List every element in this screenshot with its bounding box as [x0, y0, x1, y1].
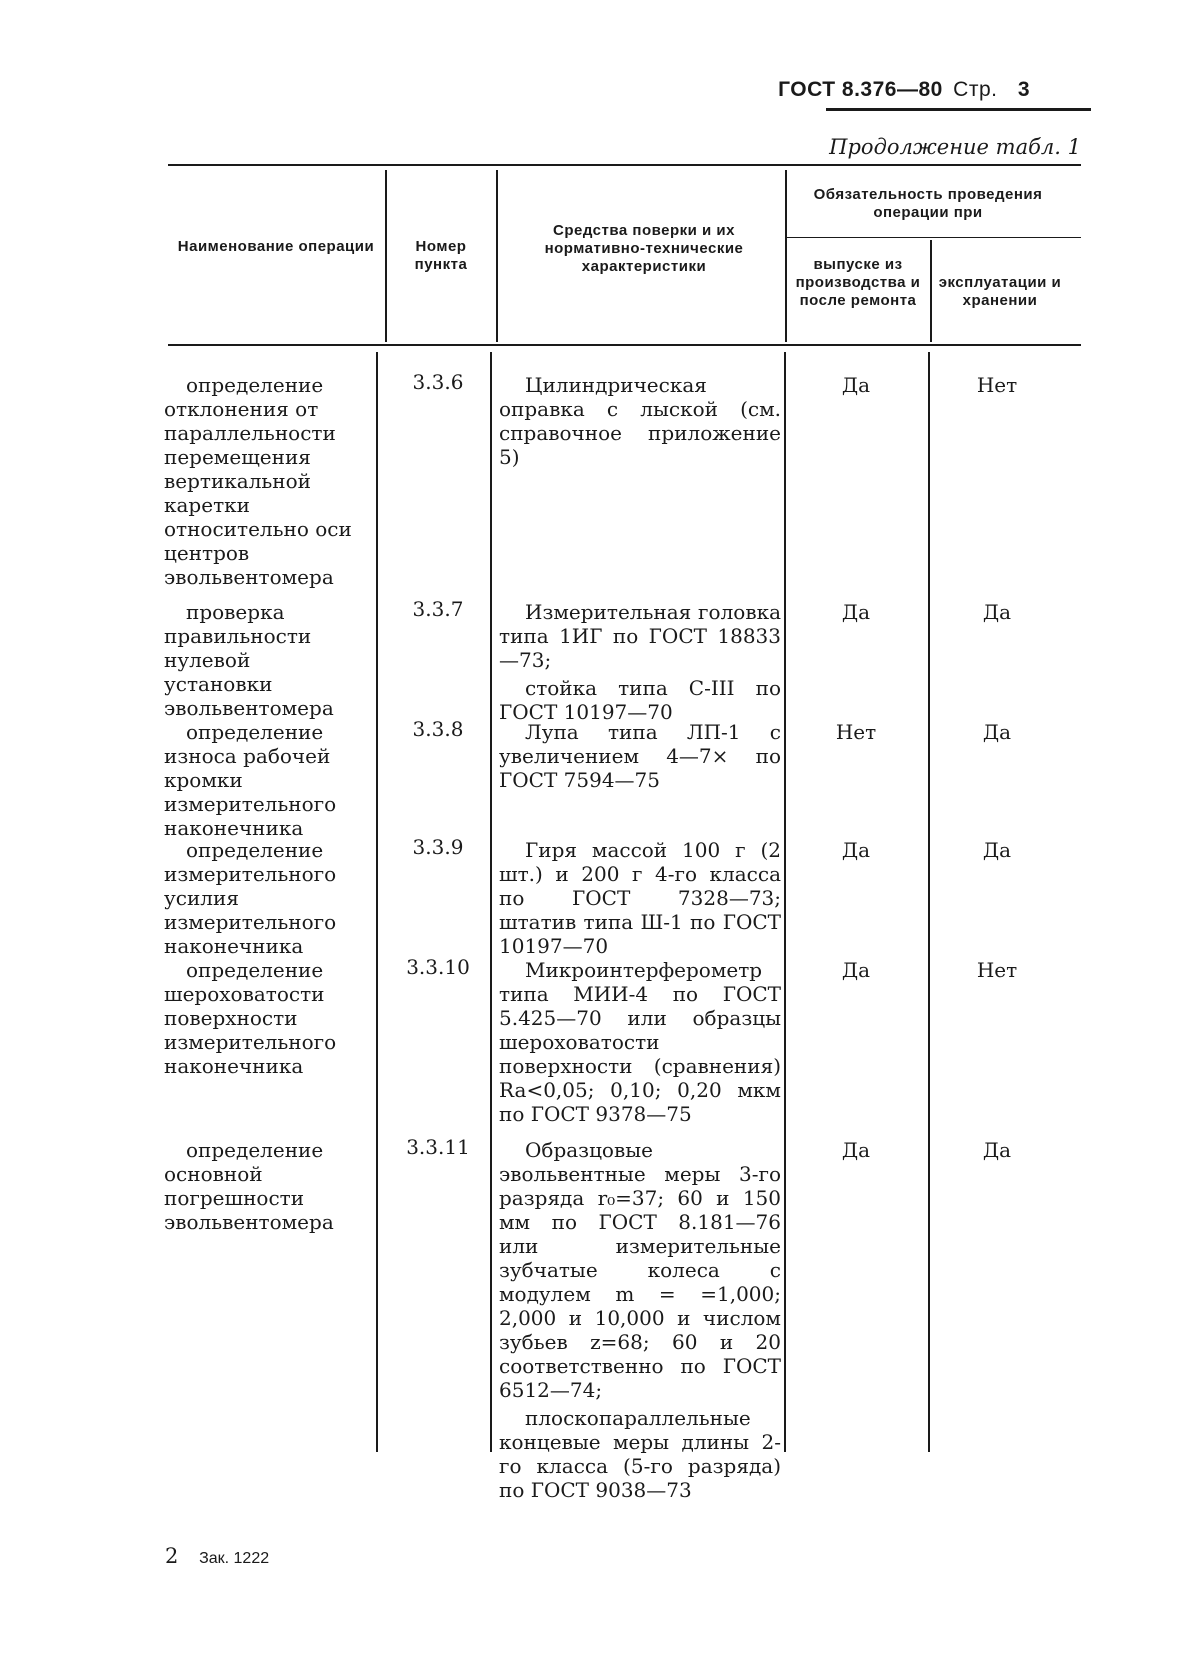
header-divider-4 — [930, 240, 932, 342]
header-bottom-border — [168, 344, 1081, 346]
table-row-release: Да — [841, 958, 871, 982]
header-divider-1 — [385, 170, 387, 342]
page-header — [778, 78, 1030, 102]
page-label: Стр. — [953, 78, 998, 101]
table-row-item: 3.3.10 — [406, 955, 470, 979]
table-row-operation: определение основной погрешности эвольвентомера — [164, 1138, 334, 1234]
header-operation-storage: эксплуатации и хранении — [938, 274, 1062, 309]
table-row-release: Да — [841, 838, 871, 862]
table-row-item: 3.3.8 — [412, 717, 464, 741]
table-row-means — [499, 373, 781, 469]
header-operation: Наименование операции — [177, 238, 375, 255]
table-row-means — [499, 838, 781, 958]
means-text: Образцовые эвольвентные меры 3-го разряда r₀=37; 60 и 150 мм по ГОСТ 8.181—76 или измерительные зубчатые колеса с модулем m = =1,000; 2,000 и 10,000 и числом зубьев z=68; 60 и 20 соответственно по ГОСТ 6512—74; — [499, 1138, 781, 1402]
means-text: Цилиндрическая оправка с лыской (см. справочное приложение 5) — [499, 373, 781, 469]
table-row-item: 3.3.9 — [412, 835, 464, 859]
table-row-usage: Нет — [976, 958, 1018, 982]
header-release: выпуске из производства и после ремонта — [795, 256, 921, 309]
page-number: 3 — [1017, 78, 1030, 101]
table-row-release: Да — [841, 373, 871, 397]
table-row-means — [499, 1138, 781, 1502]
table-row-usage: Нет — [976, 373, 1018, 397]
means-text: Лупа типа ЛП-1 с увеличением 4—7× по ГОСТ 7594—75 — [499, 720, 781, 792]
means-text: Микроинтерферометр типа МИИ-4 по ГОСТ 5.425—70 или образцы шероховатости поверхности (сравнения) Ra<0,05; 0,10; 0,20 мкм по ГОСТ 9378—75 — [499, 958, 781, 1126]
table-row-item: 3.3.7 — [412, 597, 464, 621]
body-divider-3 — [784, 352, 786, 1452]
table-row-means — [499, 720, 781, 792]
table-row-release: Да — [841, 600, 871, 624]
table-row-operation: проверка правильности нулевой установки эвольвентомера — [164, 600, 334, 720]
body-divider-1 — [376, 352, 378, 1452]
means-text: стойка типа С-III по ГОСТ 10197—70 — [499, 676, 781, 724]
table-row-release: Нет — [835, 720, 877, 744]
standard-number: ГОСТ 8.376—80 — [778, 78, 943, 101]
header-divider-2 — [496, 170, 498, 342]
table-row-usage: Да — [982, 1138, 1012, 1162]
table-row-operation: определение износа рабочей кромки измерительного наконечника — [164, 720, 337, 840]
table-row-usage: Да — [982, 720, 1012, 744]
table-top-border — [168, 164, 1081, 166]
table-row-release: Да — [841, 1138, 871, 1162]
means-text: Гиря массой 100 г (2 шт.) и 200 г 4-го класса по ГОСТ 7328—73; штатив типа Ш-1 по ГОСТ 10197—70 — [499, 838, 781, 958]
table-row-usage: Да — [982, 838, 1012, 862]
table-continuation-caption: Продолжение табл. 1 — [829, 135, 1081, 159]
body-divider-2 — [490, 352, 492, 1452]
page-footer — [165, 1544, 269, 1568]
order-number: Зак. 1222 — [199, 1550, 270, 1567]
table-row-item: 3.3.11 — [406, 1135, 470, 1159]
table-row-operation: определение отклонения от параллельности перемещения вертикальной каретки относительно оси центров эвольвентомера — [164, 373, 352, 589]
header-means: Средства поверки и их нормативно-технические характеристики — [544, 222, 744, 275]
footer-page-number: 2 — [165, 1544, 179, 1568]
table-row-means — [499, 958, 781, 1126]
header-mandatory: Обязательность проведения операции при — [813, 186, 1043, 221]
header-divider — [826, 108, 1091, 111]
table-row-means — [499, 600, 781, 724]
header-item-number: Номер пункта — [414, 238, 468, 273]
means-text: Измерительная головка типа 1ИГ по ГОСТ 18833—73; — [499, 600, 781, 672]
table-row-item: 3.3.6 — [412, 370, 464, 394]
table-row-operation: определение измерительного усилия измерительного наконечника — [164, 838, 337, 958]
body-divider-4 — [928, 352, 930, 1452]
subheader-divider — [785, 237, 1081, 238]
table-row-usage: Да — [982, 600, 1012, 624]
table-row-operation: определение шероховатости поверхности измерительного наконечника — [164, 958, 337, 1078]
means-text: плоскопараллельные концевые меры длины 2-го класса (5-го разряда) по ГОСТ 9038—73 — [499, 1406, 781, 1502]
